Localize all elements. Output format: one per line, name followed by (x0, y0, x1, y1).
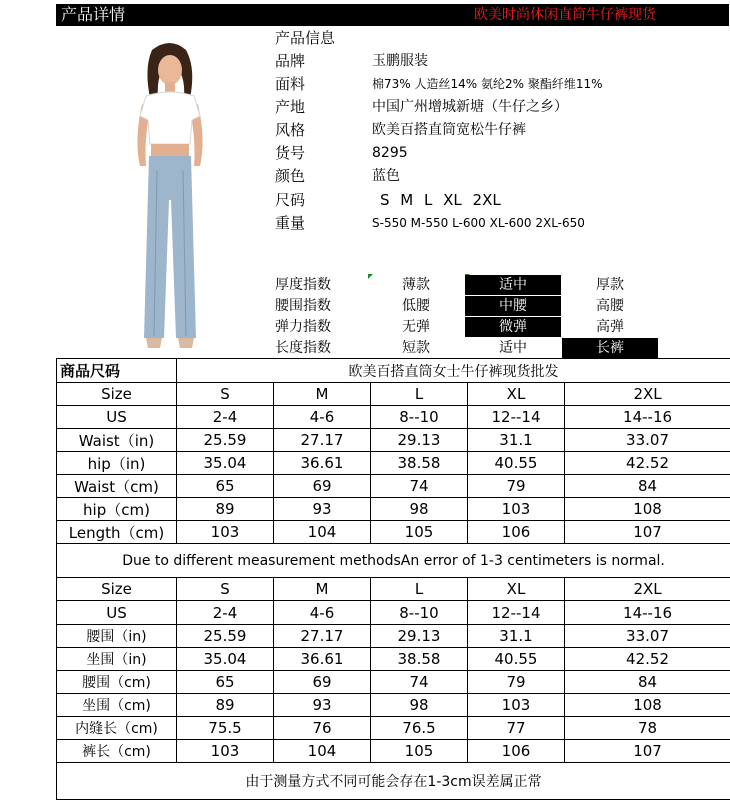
table-cell: 69 (274, 670, 371, 693)
row-label: Waist（in) (57, 429, 177, 452)
table-cell: 27.17 (274, 624, 371, 647)
table-header-row (57, 578, 730, 601)
index-key-waist: 腰围指数 (275, 298, 331, 314)
product-info-title: 产品信息 (275, 29, 336, 47)
table-cell: 93 (274, 498, 371, 521)
table-cell: 78 (565, 716, 730, 739)
table-cell: 103 (177, 739, 274, 762)
table-header-row (57, 383, 730, 406)
index-option: 无弹 (402, 319, 430, 335)
table-cell: 35.04 (177, 452, 274, 475)
table-header-cell: M (274, 383, 371, 406)
table-cell: 89 (177, 498, 274, 521)
table-row (57, 406, 730, 429)
table-row (57, 624, 730, 647)
table-cell: 8--10 (371, 601, 468, 624)
table-row (57, 693, 730, 716)
table-cell: 107 (565, 521, 730, 544)
table-note-row (57, 762, 730, 799)
table-cell: 105 (371, 521, 468, 544)
info-key: 颜色 (275, 167, 306, 185)
table-cell: 76 (274, 716, 371, 739)
table-cell: 38.58 (371, 647, 468, 670)
info-value: S-550 M-550 L-600 XL-600 2XL-650 (372, 216, 585, 230)
table-header-cell: XL (468, 383, 565, 406)
table-row (57, 739, 730, 762)
table-cell: 12--14 (468, 406, 565, 429)
table-cell: 2-4 (177, 601, 274, 624)
index-key-stretch: 弹力指数 (275, 319, 331, 335)
table-row (57, 429, 730, 452)
index-option: 高弹 (596, 319, 624, 335)
index-option-selected: 中腰 (465, 296, 561, 316)
row-label: hip（in) (57, 452, 177, 475)
table-cell: 106 (468, 521, 565, 544)
index-option: 低腰 (402, 298, 430, 314)
table-cell: 29.13 (371, 624, 468, 647)
table-header-cell: L (371, 383, 468, 406)
table-header-cell: XL (468, 578, 565, 601)
table-cell: 75.5 (177, 716, 274, 739)
table-row (57, 452, 730, 475)
table-cell: 40.55 (468, 452, 565, 475)
table-note-row (57, 544, 730, 578)
table-row (57, 498, 730, 521)
row-label: US (57, 406, 177, 429)
size-chart-title-row (57, 359, 730, 383)
size-chart-title: 商品尺码 (57, 359, 177, 383)
index-option-selected: 长裤 (562, 338, 658, 358)
table-row (57, 475, 730, 498)
size-chart-table (56, 358, 730, 800)
table-cell: 79 (468, 670, 565, 693)
index-option: 厚款 (596, 277, 624, 293)
table-cell: 74 (371, 475, 468, 498)
row-label: Length（cm) (57, 521, 177, 544)
row-label: 坐围（in) (57, 647, 177, 670)
table-cell: 84 (565, 670, 730, 693)
table-row (57, 601, 730, 624)
table-cell: 40.55 (468, 647, 565, 670)
table-cell: 107 (565, 739, 730, 762)
table-cell: 74 (371, 670, 468, 693)
table-cell: 29.13 (371, 429, 468, 452)
table-cell: 65 (177, 670, 274, 693)
table-header-cell: M (274, 578, 371, 601)
table-cell: 33.07 (565, 429, 730, 452)
table-row (57, 716, 730, 739)
table-row (57, 647, 730, 670)
info-value: 玉鹏服装 (372, 53, 428, 69)
table-cell: 104 (274, 521, 371, 544)
header-bar (56, 4, 729, 26)
info-key: 尺码 (275, 191, 306, 209)
table-cell: 8--10 (371, 406, 468, 429)
table-cell: 27.17 (274, 429, 371, 452)
table-cell: 42.52 (565, 647, 730, 670)
table-header-cell: L (371, 578, 468, 601)
row-label: 坐围（cm) (57, 693, 177, 716)
table-cell: 2-4 (177, 406, 274, 429)
row-label: 内缝长（cm) (57, 716, 177, 739)
index-option: 薄款 (402, 277, 430, 293)
info-key: 风格 (275, 121, 306, 139)
info-value: 棉73% 人造丝14% 氨纶2% 聚酯纤维11% (372, 77, 603, 91)
index-option: 适中 (499, 340, 527, 356)
table-cell: 98 (371, 498, 468, 521)
table-cell: 105 (371, 739, 468, 762)
table-row (57, 521, 730, 544)
model-photo (100, 40, 240, 358)
table-cell: 14--16 (565, 406, 730, 429)
product-name-banner: 欧美时尚休闲直筒牛仔裤现货 (474, 7, 656, 23)
table-cell: 31.1 (468, 624, 565, 647)
info-value: 8295 (372, 145, 408, 161)
table-cell: 65 (177, 475, 274, 498)
row-label: hip（cm) (57, 498, 177, 521)
table-cell: 14--16 (565, 601, 730, 624)
info-key: 重量 (275, 214, 306, 232)
measurement-note: Due to different measurement methodsAn error of 1-3 centimeters is normal. (57, 544, 730, 578)
table-cell: 35.04 (177, 647, 274, 670)
info-key: 品牌 (275, 52, 306, 70)
table-header-cell: Size (57, 578, 177, 601)
table-cell: 36.61 (274, 452, 371, 475)
table-cell: 4-6 (274, 406, 371, 429)
table-cell: 38.58 (371, 452, 468, 475)
info-key: 货号 (275, 144, 306, 162)
table-header-cell: S (177, 578, 274, 601)
index-option-selected: 适中 (465, 275, 561, 295)
row-label: 腰围（in) (57, 624, 177, 647)
row-label: 腰围（cm) (57, 670, 177, 693)
table-cell: 4-6 (274, 601, 371, 624)
info-value: S M L XL 2XL (380, 191, 501, 209)
info-value: 中国广州增城新塘（牛仔之乡） (372, 99, 568, 115)
table-cell: 103 (177, 521, 274, 544)
info-value: 欧美百搭直筒宽松牛仔裤 (372, 122, 526, 138)
table-cell: 33.07 (565, 624, 730, 647)
index-key-thickness: 厚度指数 (275, 277, 331, 293)
table-cell: 108 (565, 498, 730, 521)
table-cell: 42.52 (565, 452, 730, 475)
table-cell: 79 (468, 475, 565, 498)
table-cell: 25.59 (177, 429, 274, 452)
table-cell: 84 (565, 475, 730, 498)
table-cell: 108 (565, 693, 730, 716)
table-cell: 103 (468, 498, 565, 521)
index-option-selected: 微弹 (465, 317, 561, 337)
info-key: 面料 (275, 75, 306, 93)
table-cell: 69 (274, 475, 371, 498)
page-title: 产品详情 (61, 5, 126, 24)
index-key-length: 长度指数 (275, 340, 331, 356)
table-cell: 77 (468, 716, 565, 739)
index-option: 短款 (402, 340, 430, 356)
table-cell: 106 (468, 739, 565, 762)
row-label: 裤长（cm) (57, 739, 177, 762)
table-cell: 36.61 (274, 647, 371, 670)
table-header-cell: 2XL (565, 578, 730, 601)
table-cell: 93 (274, 693, 371, 716)
table-cell: 98 (371, 693, 468, 716)
info-value: 蓝色 (372, 168, 400, 184)
size-chart-subtitle: 欧美百搭直筒女士牛仔裤现货批发 (177, 359, 730, 383)
index-option: 高腰 (596, 298, 624, 314)
table-header-cell: S (177, 383, 274, 406)
info-key: 产地 (275, 98, 306, 116)
table-cell: 89 (177, 693, 274, 716)
table-cell: 12--14 (468, 601, 565, 624)
table-cell: 25.59 (177, 624, 274, 647)
table-cell: 104 (274, 739, 371, 762)
table-cell: 76.5 (371, 716, 468, 739)
table-header-cell: 2XL (565, 383, 730, 406)
row-label: US (57, 601, 177, 624)
measurement-note-cn: 由于测量方式不同可能会存在1-3cm误差属正常 (57, 762, 730, 799)
table-row (57, 670, 730, 693)
table-header-cell: Size (57, 383, 177, 406)
row-label: Waist（cm) (57, 475, 177, 498)
table-cell: 31.1 (468, 429, 565, 452)
table-cell: 103 (468, 693, 565, 716)
